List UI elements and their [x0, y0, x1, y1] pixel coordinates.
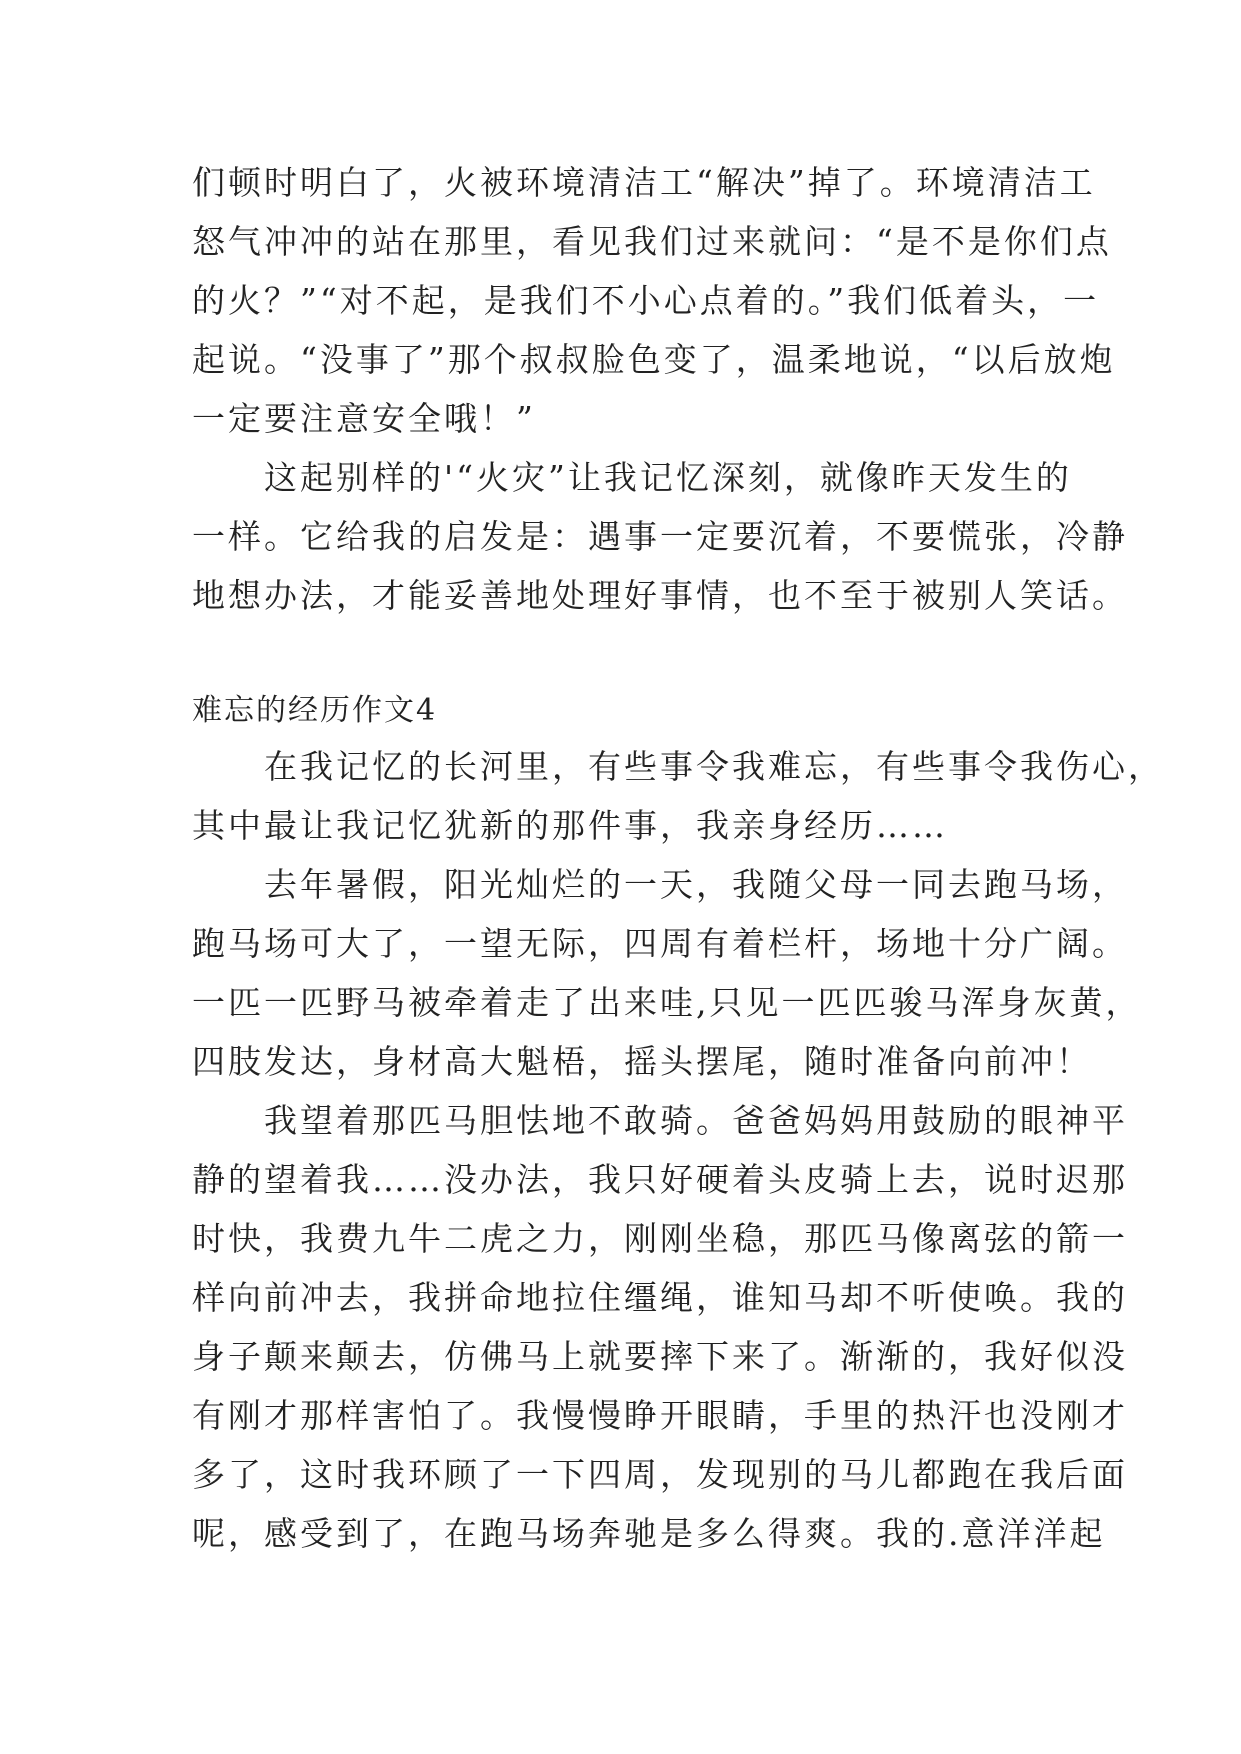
body-line: 多了，这时我环顾了一下四周，发现别的马儿都跑在我后面: [192, 1455, 1128, 1494]
body-line: 静的望着我……没办法，我只好硬着头皮骑上去，说时迟那: [192, 1160, 1128, 1199]
body-line: 跑马场可大了，一望无际，四周有着栏杆，场地十分广阔。: [192, 924, 1128, 963]
body-line: 在我记忆的长河里，有些事令我难忘，有些事令我伤心，: [192, 747, 1164, 786]
body-line: 我望着那匹马胆怯地不敢骑。爸爸妈妈用鼓励的眼神平: [192, 1101, 1128, 1140]
section-heading: 难忘的经历作文4: [192, 693, 438, 728]
body-line: 有刚才那样害怕了。我慢慢睁开眼睛，手里的热汗也没刚才: [192, 1396, 1128, 1435]
body-line: 的火？”“对不起，是我们不小心点着的。”我们低着头，一: [192, 281, 1100, 320]
body-line: 们顿时明白了，火被环境清洁工“解决”掉了。环境清洁工: [192, 163, 1096, 202]
body-line: 地想办法，才能妥善地处理好事情，也不至于被别人笑话。: [192, 576, 1128, 615]
body-line: 时快，我费九牛二虎之力，刚刚坐稳，那匹马像离弦的箭一: [192, 1219, 1128, 1258]
body-line: 呢，感受到了，在跑马场奔驰是多么得爽。我的.意洋洋起: [192, 1514, 1106, 1553]
body-line: 怒气冲冲的站在那里，看见我们过来就问：“是不是你们点: [192, 222, 1112, 261]
body-line: 四肢发达，身材高大魁梧，摇头摆尾，随时准备向前冲！: [192, 1042, 1092, 1081]
body-line: 样向前冲去，我拼命地拉住缰绳，谁知马却不听使唤。我的: [192, 1278, 1128, 1317]
body-line: 一样。它给我的启发是：遇事一定要沉着，不要慌张，冷静: [192, 517, 1128, 556]
body-line: 其中最让我记忆犹新的那件事，我亲身经历……: [192, 806, 948, 845]
body-line: 一定要注意安全哦！”: [192, 399, 536, 438]
body-line: 身子颠来颠去，仿佛马上就要摔下来了。渐渐的，我好似没: [192, 1337, 1128, 1376]
body-line: 这起别样的'“火灾”让我记忆深刻，就像昨天发生的: [192, 458, 1072, 497]
body-line: 起说。“没事了”那个叔叔脸色变了，温柔地说，“以后放炮: [192, 340, 1116, 379]
body-line: 一匹一匹野马被牵着走了出来哇,只见一匹匹骏马浑身灰黄，: [192, 983, 1142, 1022]
body-line: 去年暑假，阳光灿烂的一天，我随父母一同去跑马场，: [192, 865, 1128, 904]
